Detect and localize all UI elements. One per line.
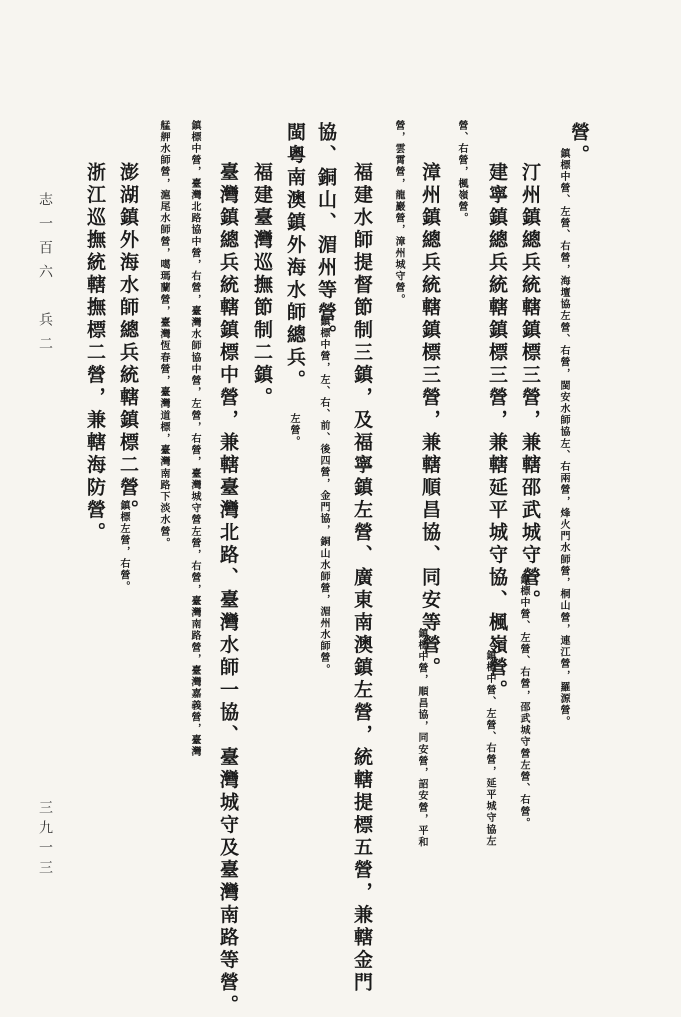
- text-column: 汀州鎮總兵統轄鎮標三營，兼轄邵武城守營。: [519, 162, 541, 612]
- annotation-column: 鎮標中營、左營、右營，邵武城守營左營、右營。: [518, 574, 529, 830]
- text-column: 建寧鎮總兵統轄鎮標三營，兼轄延平城守協、楓嶺營。: [486, 162, 508, 702]
- text-column: 浙江巡撫統轄撫標二營，兼轄海防營。: [84, 162, 106, 545]
- text-column: 閩粵南澳鎮外海水師總兵。: [284, 122, 306, 392]
- text-column: 營。: [568, 122, 590, 167]
- annotation-column: 鎮標左營，右營。: [118, 500, 129, 593]
- text-column: 福建臺灣巡撫節制二鎮。: [251, 162, 273, 410]
- annotation-column: 左營。: [288, 413, 299, 448]
- text-column: 澎湖鎮外海水師總兵統轄鎮標二營。: [117, 162, 139, 522]
- page-number: 三九一三: [37, 800, 53, 880]
- text-column: 臺灣鎮總兵統轄鎮標中營，兼轄臺灣北路、臺灣水師一協、臺灣城守及臺灣南路等營。: [217, 162, 239, 1017]
- running-title: 志一百六 兵二: [37, 192, 53, 360]
- text-column: 漳州鎮總兵統轄鎮標三營，兼轄順昌協、同安等營。: [419, 162, 441, 680]
- annotation-column: 艋舺水師營，滬尾水師營，噶瑪蘭營，臺灣恆春營，臺灣道標，臺灣南路下淡水營。: [158, 120, 169, 550]
- annotation-column: 營，雲霄營，龍巖營，漳州城守營。: [393, 120, 404, 306]
- annotation-column: 鎮標中營，臺灣北路協中營，右營，臺灣水師協中營，左營，右營，臺灣城守營左營，右營，臺灣南路營，臺灣嘉義營，臺灣: [189, 120, 200, 758]
- text-column: 福建水師提督節制三鎮，及福寧鎮左營、廣東南澳鎮左營，統轄提標五營，兼轄金門: [351, 162, 373, 995]
- annotation-column: 鎮標中營，左、右、前、後四營，金門協，銅山水師營，湄州水師營。: [318, 316, 329, 676]
- annotation-column: 鎮標中營、左營、右營，延平城守協左: [484, 650, 495, 848]
- annotation-column: 鎮標中營、左營、右營，海壇協左營、右營，閩安水師協左、右兩營，烽火門水師營，桐山營，連江營，羅源營。: [558, 148, 569, 728]
- annotation-column: 鎮標中營，順昌協，同安營，詔安營，平和: [416, 628, 427, 849]
- text-column: 協、銅山、湄州等營。: [315, 122, 337, 347]
- annotation-column: 營、右營，楓嶺營。: [456, 120, 467, 225]
